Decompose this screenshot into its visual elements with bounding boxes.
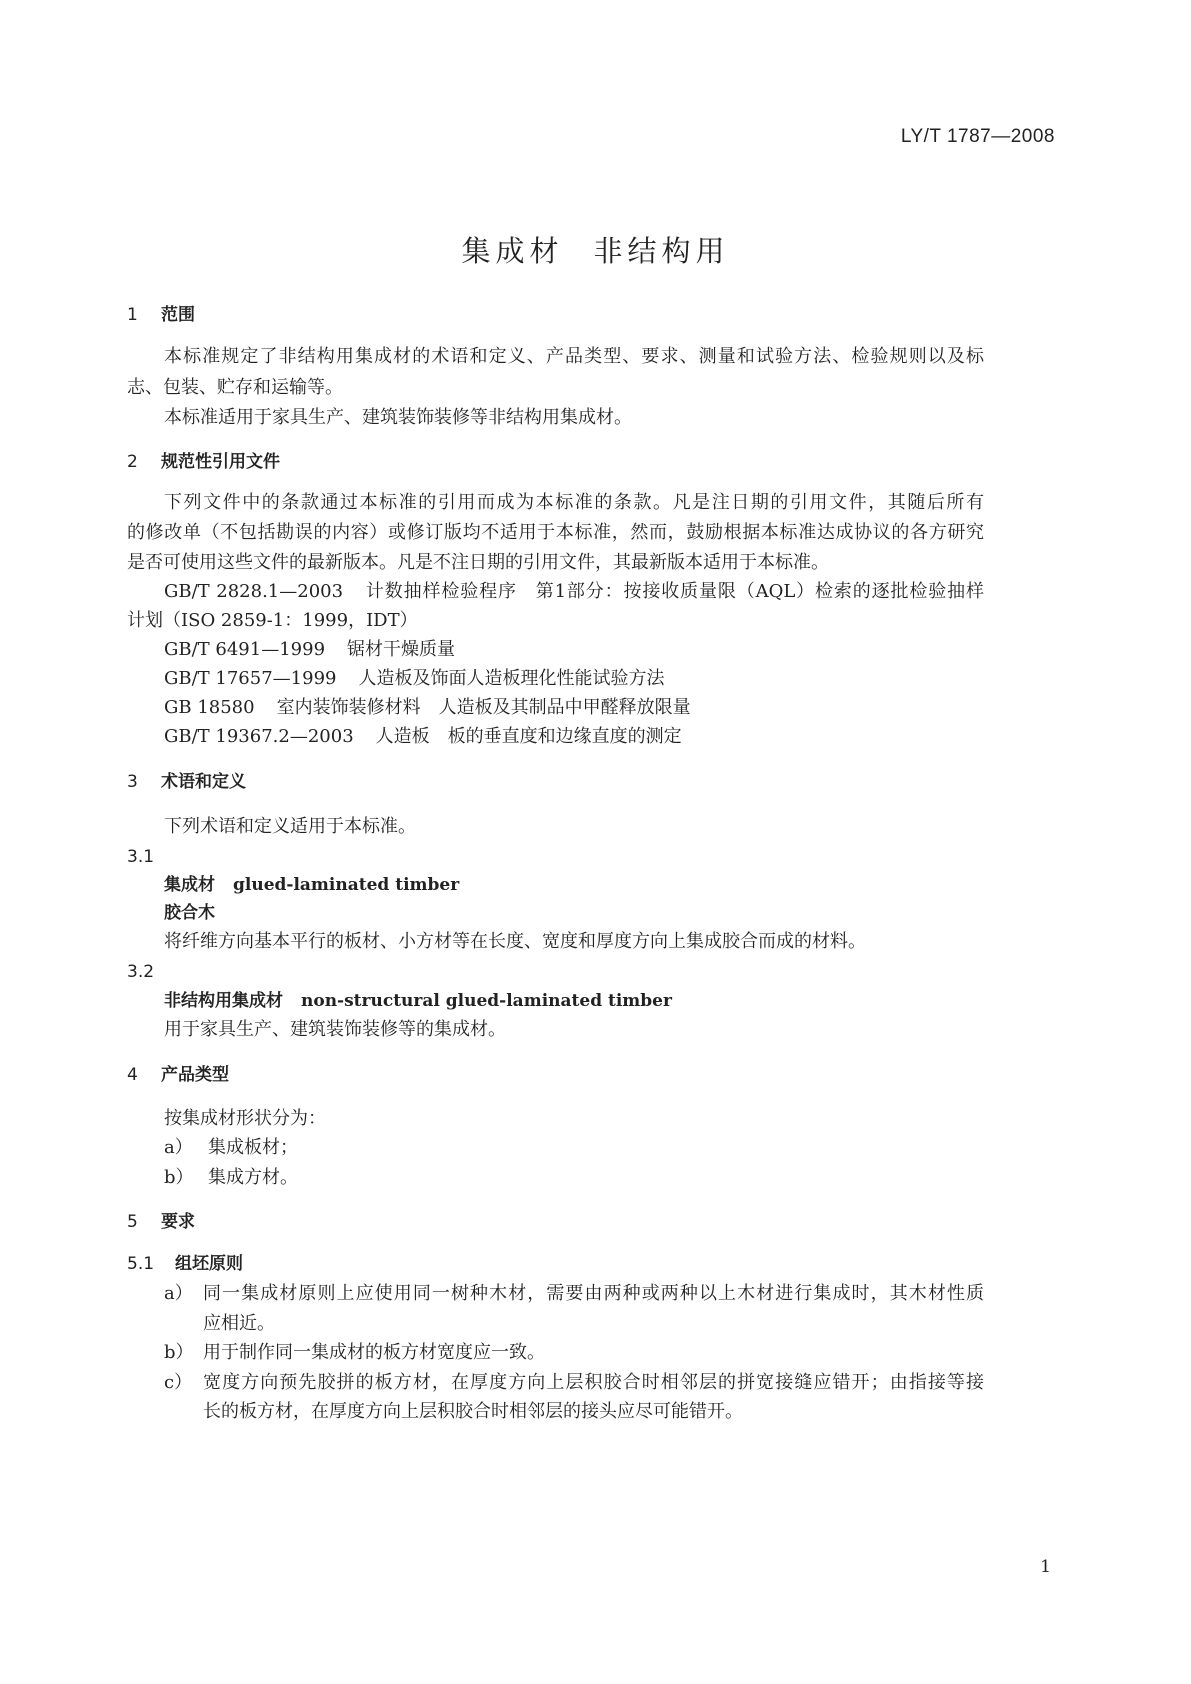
reference-code: GB 18580 xyxy=(164,697,255,718)
section-2-para-line-1: 下列文件中的条款通过本标准的引用而成为本标准的条款。凡是注日期的引用文件，其随后所有 xyxy=(164,492,984,513)
reference-code: GB/T 19367.2—2003 xyxy=(164,726,354,747)
list-item-text: 用于制作同一集成材的板方材宽度应一致。 xyxy=(203,1342,545,1363)
section-5-heading: 5 要求 xyxy=(127,1212,195,1232)
list-item-text: 应相近。 xyxy=(203,1313,275,1334)
list-label: a） xyxy=(164,1283,193,1304)
reference-item xyxy=(164,725,682,749)
page-number: 1 xyxy=(1040,1557,1051,1577)
section-2-para-line-3: 是否可使用这些文件的最新版本。凡是不注日期的引用文件，其最新版本适用于本标准。 xyxy=(127,552,829,573)
list-label: c） xyxy=(164,1372,193,1393)
section-2-heading: 2 规范性引用文件 xyxy=(127,452,280,472)
reference-title: 室内装饰装修材料 人造板及其制品中甲醛释放限量 xyxy=(276,697,691,718)
document-title xyxy=(0,229,1191,270)
term-number: 3.2 xyxy=(127,962,155,982)
section-4-intro: 按集成材形状分为： xyxy=(164,1108,326,1129)
reference-item xyxy=(164,696,691,720)
term-en: glued-laminated timber xyxy=(233,875,460,895)
section-1-heading: 1 范围 xyxy=(127,305,195,325)
section-1-para-1-line-2: 志、包装、贮存和运输等。 xyxy=(127,377,343,398)
reference-code: GB/T 17657—1999 xyxy=(164,668,337,689)
standard-code: LY/T 1787—2008 xyxy=(900,126,1055,147)
reference-title: 人造板及饰面人造板理化性能试验方法 xyxy=(358,668,665,689)
section-3-heading: 3 术语和定义 xyxy=(127,772,246,792)
reference-item xyxy=(164,667,664,691)
section-3-intro: 下列术语和定义适用于本标准。 xyxy=(164,816,416,837)
term-heading xyxy=(164,873,459,897)
reference-title: 锯材干燥质量 xyxy=(347,639,456,660)
list-item-text: 宽度方向预先胶拼的板方材，在厚度方向上层积胶合时相邻层的拼宽接缝应错开；由指接等接 xyxy=(203,1372,984,1393)
reference-item xyxy=(164,638,455,662)
title-main: 集成材 xyxy=(461,234,564,268)
list-item-text: 同一集成材原则上应使用同一树种木材，需要由两种或两种以上木材进行集成时，其木材性质 xyxy=(203,1283,984,1304)
term-definition: 用于家具生产、建筑装饰装修等的集成材。 xyxy=(164,1019,506,1040)
section-2-para-line-2: 的修改单（不包括勘误的内容）或修订版均不适用于本标准，然而，鼓励根据本标准达成协议的各方研究 xyxy=(127,522,984,543)
section-4-heading: 4 产品类型 xyxy=(127,1065,229,1085)
title-sub: 非结构用 xyxy=(593,234,730,268)
subsection-5-1-heading: 5.1 组坯原则 xyxy=(127,1254,243,1274)
term-cn: 非结构用集成材 xyxy=(164,991,283,1011)
reference-title: 人造板 板的垂直度和边缘直度的测定 xyxy=(375,726,682,747)
reference-continuation: 计划（ISO 2859-1：1999，IDT） xyxy=(127,610,418,631)
term-cn: 集成材 xyxy=(164,875,215,895)
list-label: b） xyxy=(164,1342,194,1363)
reference-code: GB/T 2828.1—2003 xyxy=(164,581,344,602)
section-1-para-2: 本标准适用于家具生产、建筑装饰装修等非结构用集成材。 xyxy=(164,407,632,428)
term-number: 3.1 xyxy=(127,847,155,867)
reference-item xyxy=(164,580,984,604)
term-alt-name: 胶合木 xyxy=(164,903,215,923)
term-definition: 将纤维方向基本平行的板材、小方材等在长度、宽度和厚度方向上集成胶合而成的材料。 xyxy=(164,931,866,952)
term-heading xyxy=(164,989,672,1013)
list-item: a） 集成板材； xyxy=(164,1137,298,1158)
term-en: non-structural glued-laminated timber xyxy=(301,991,672,1011)
reference-code: GB/T 6491—1999 xyxy=(164,639,326,660)
section-1-para-1-line-1: 本标准规定了非结构用集成材的术语和定义、产品类型、要求、测量和试验方法、检验规则以及标 xyxy=(164,346,984,367)
list-item: b） 集成方材。 xyxy=(164,1167,298,1188)
reference-title: 计数抽样检验程序 第1部分：按接收质量限（AQL）检索的逐批检验抽样 xyxy=(365,581,984,602)
list-item-text: 长的板方材，在厚度方向上层积胶合时相邻层的接头应尽可能错开。 xyxy=(203,1401,743,1422)
